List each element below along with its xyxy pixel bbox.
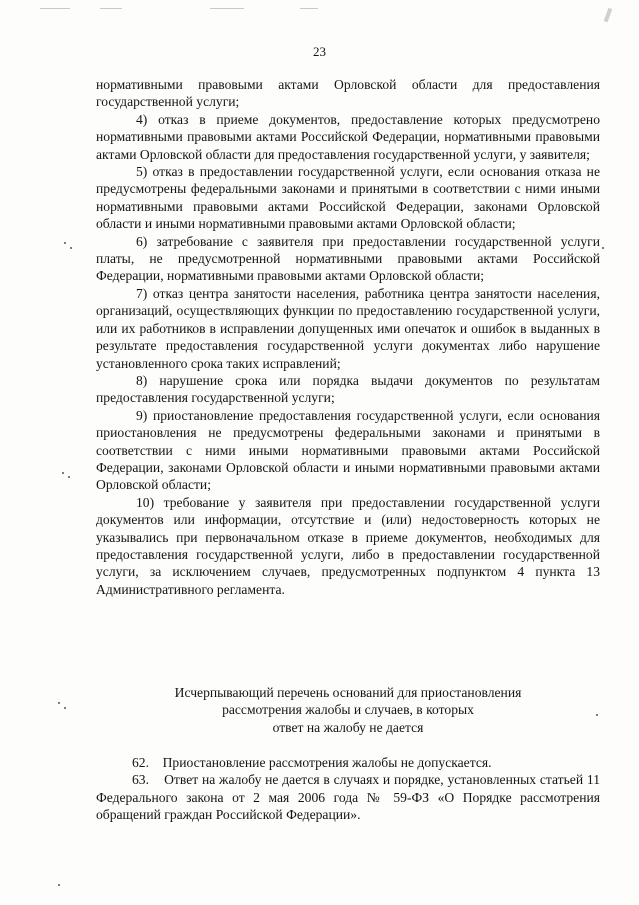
paragraph: 6) затребование с заявителя при предоставлении государственной услуги платы, не предусмотренной нормативными правовыми актами Российской Федерации, нормативными правовыми актами Орловской области; [96,233,600,284]
scan-artifact-mark [604,8,613,23]
numbered-item: 62. Приостановление рассмотрения жалобы не допускается. [132,755,492,770]
numbered-items [96,754,600,824]
scan-artifact-line [40,8,70,9]
paragraph: 5) отказ в предоставлении государственной услуги, если основания отказа не предусмотрены федеральными законами и принятыми в соответствии с ними иными нормативными правовыми актами Российской Федерации, законами Орловской области и иными нормативными правовыми актами Орловской области; [96,164,600,232]
scan-speck [58,702,60,704]
paragraph: нормативными правовыми актами Орловской области для предоставления государственной услуги; [96,77,600,110]
section-heading-line: ответ на жалобу не дается [272,719,424,735]
scan-speck [58,884,60,886]
scan-artifact-line [210,8,244,9]
scan-speck [68,476,70,478]
section-heading-line: Исчерпывающий перечень оснований для приостановления [174,685,522,700]
scan-artifact-line [100,8,122,9]
section-heading [96,684,600,736]
paragraph: 4) отказ в приеме документов, предоставление которых предусмотрено нормативными правовыми актами Российской Федерации, нормативными правовыми актами Орловской области для предоставления государственной услуги, у заявителя; [96,111,600,162]
paragraph: 8) нарушение срока или порядка выдачи документов по результатам предоставления государственной услуги; [96,372,600,406]
scan-artifact-line [300,8,318,9]
scan-speck [602,247,604,249]
paragraph: 10) требование у заявителя при предоставлении государственной услуги документов или информации, отсутствие и (или) недостоверность которых не указывались при первоначальном отказе в приеме документов, необходимых для предоставления государственной услуги, либо в предоставлении государственной услуги, за исключением случаев, предусмотренных подпунктом 4 пункта 13 Административного регламента. [96,494,600,597]
numbered-item: 63. Ответ на жалобу не дается в случаях и порядке, установленных статьей 11 Федерального закона от 2 мая 2006 года № 59-ФЗ «О Порядке рассмотрения обращений граждан Российской Федерации». [96,772,600,823]
scan-speck [64,707,66,709]
scan-speck [62,472,64,474]
paragraph: 9) приостановление предоставления государственной услуги, если основания приостановления не предусмотрены федеральными законами и принятыми в соответствии с ними иными нормативными правовыми актами Российской Федерации, законами Орловской области и иными нормативными правовыми актами Орловской области; [96,407,600,493]
scan-speck [64,242,66,244]
body-text [96,76,600,598]
paragraph: 7) отказ центра занятости населения, работника центра занятости населения, организаций, осуществляющих функции по предоставлению государственной услуги, или их работников в исправлении допущенных ими опечаток и ошибок в выданных в результате предоставления государственной услуги документах либо нарушение установленного срока таких исправлений; [96,285,600,371]
section-heading-line: рассмотрения жалобы и случаев, в которых [222,702,474,718]
scan-speck [70,247,72,249]
page-number: 23 [313,44,326,59]
